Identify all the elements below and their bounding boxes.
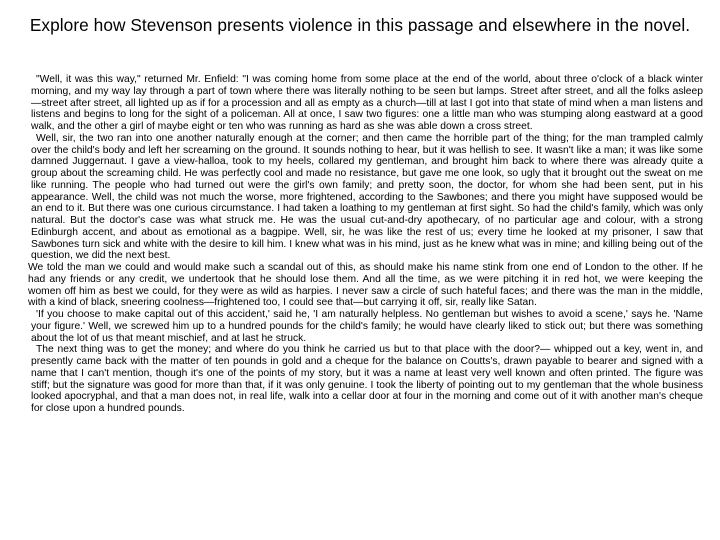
paragraph-2: Well, sir, the two ran into one another naturally enough at the corner; and then came the horrible part of the thing; for the man trampled calmly over the child's body and left her screaming on the ground. It sounds nothing to hear, but it was hellish to see. It wasn't like a man; it was like some damned Juggernaut. I gave a view-halloa, took to my heels, collared my gentleman, and brought him back to where there was already quite a group about the screaming child. He was perfectly cool and made no resistance, but gave me one look, so ugly that it brought out the sweat on me like running. The people who had turned out were the girl's own family; and pretty soon, the doctor, for whom she had been sent, put in his appearance. Well, the child was not much the worse, more frightened, according to the Sawbones; and there you might have supposed would be an end to it. But there was one curious circumstance. I had taken a loathing to my gentleman at first sight. So had the child's family, which was only natural. But the doctor's case was what struck me. He was the usual cut-and-dry apothecary, of no particular age and colour, with a strong Edinburgh accent, and about as emotional as a bagpipe. Well, sir, he was like the rest of us; every time he looked at my prisoner, I saw that Sawbones turn sick and white with the desire to kill him. I knew what was in his mind, just as he knew what was in mine; and killing being out of the question, we did the next best. <box>31 132 703 262</box>
paragraph-3: We told the man we could and would make such a scandal out of this, as should make his name stink from one end of London to the other. If he had any friends or any credit, we undertook that he should lose them. And all the time, as we were pitching it in red hot, we were keeping the women off him as best we could, for they were as wild as harpies. I never saw a circle of such hateful faces; and there was the man in the middle, with a kind of black, sneering coolness—frightened too, I could see that—but carrying it off, sir, really like Satan. <box>28 262 703 309</box>
paragraph-5: The next thing was to get the money; and where do you think he carried us but to that place with the door?— whipped out a key, went in, and presently came back with the matter of ten pounds in gold and a cheque for the balance on Coutts's, drawn payable to bearer and signed with a name that I can't mention, though it's one of the points of my story, but it was a name at least very well known and often printed. The figure was stiff; but the signature was good for more than that, if it was only genuine. I took the liberty of pointing out to my gentleman that the whole business looked apocryphal, and that a man does not, in real life, walk into a cellar door at four in the morning and come out of it with another man's cheque for close upon a hundred pounds. <box>31 344 703 414</box>
passage-text <box>28 74 703 415</box>
paragraph-1: "Well, it was this way," returned Mr. Enfield: "I was coming home from some place at the end of the world, about three o'clock of a black winter morning, and my way lay through a part of town where there was literally nothing to be seen but lamps. Street after street, and all the folks asleep—street after street, all lighted up as if for a procession and all as empty as a church—till at last I got into that state of mind when a man listens and listens and begins to long for the sight of a policeman. All at once, I saw two figures: one a little man who was stumping along eastward at a good walk, and the other a girl of maybe eight or ten who was running as hard as she was able down a cross street. <box>31 74 703 132</box>
page-title: Explore how Stevenson presents violence in this passage and elsewhere in the novel. <box>29 15 691 35</box>
paragraph-4: 'If you choose to make capital out of this accident,' said he, 'I am naturally helpless. No gentleman but wishes to avoid a scene,' says he. 'Name your figure.' Well, we screwed him up to a hundred pounds for the child's family; he would have clearly liked to stick out; but there was something about the lot of us that meant mischief, and at last he struck. <box>31 309 703 344</box>
